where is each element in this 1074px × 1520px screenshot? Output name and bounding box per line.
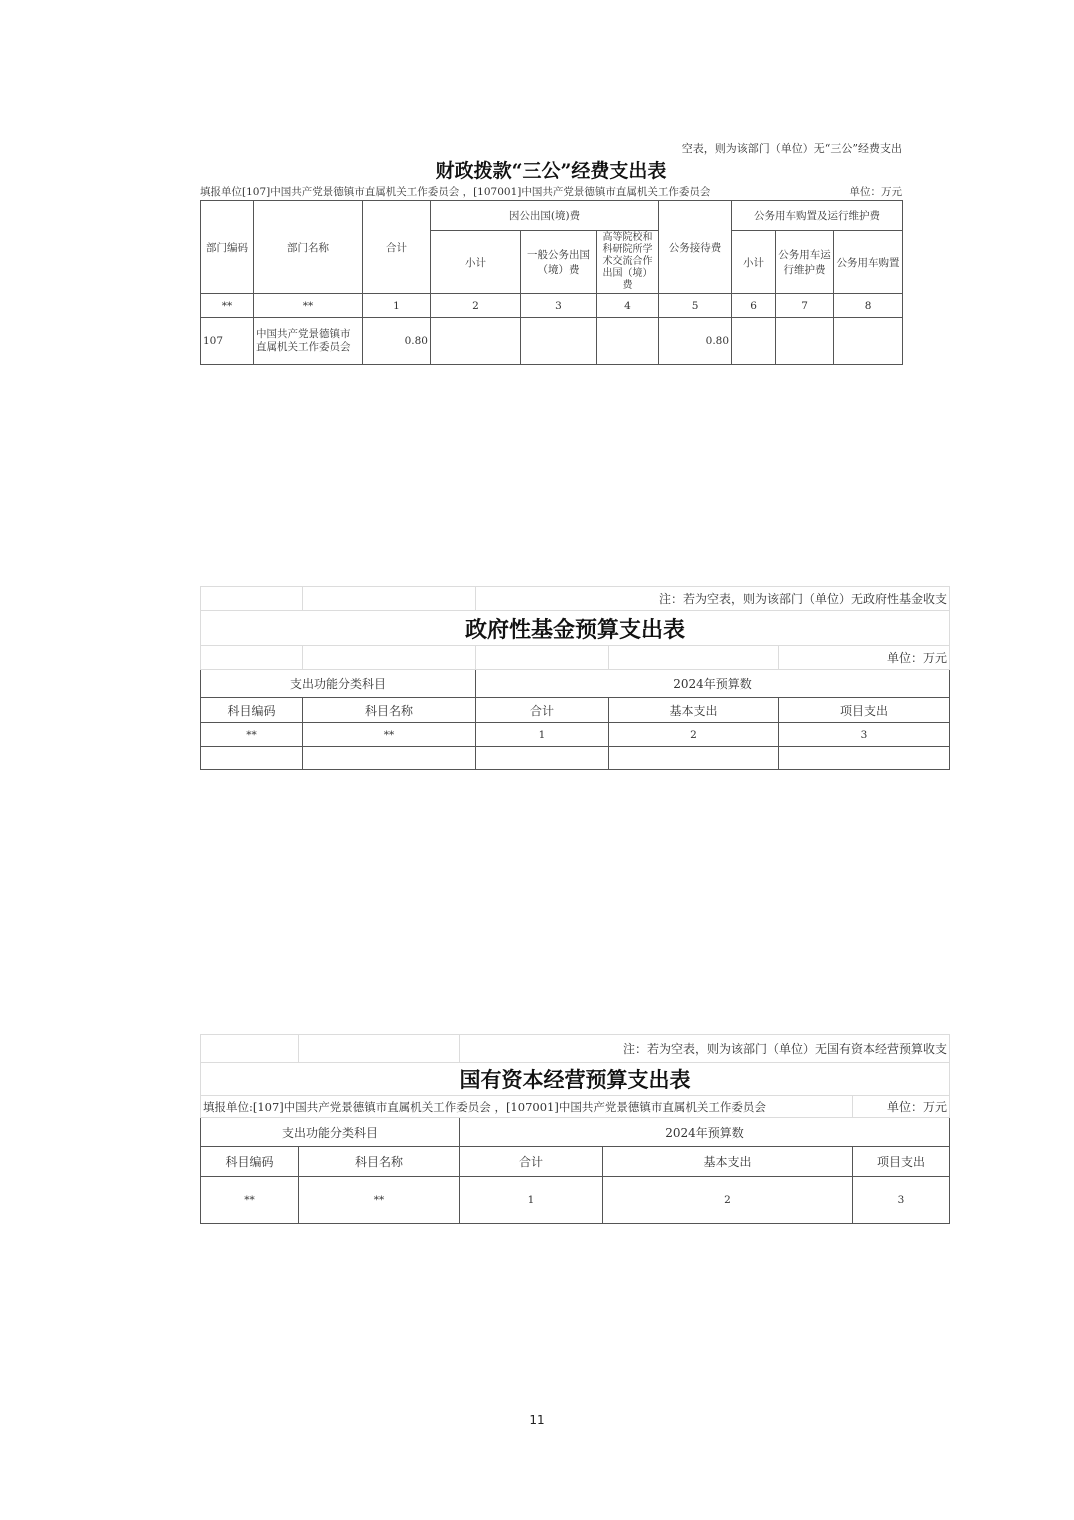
index-cell: 5 [659,294,732,318]
row-abroad-general [521,318,597,365]
index-cell: 1 [363,294,431,318]
t2-th-basic: 基本支出 [609,698,779,723]
th-vehicle-run: 公务用车运行维护费 [776,231,834,294]
table1-index-row [201,294,903,318]
index-cell: 8 [834,294,903,318]
index-cell: 1 [460,1177,603,1224]
table1-filler-row [200,184,902,200]
th-reception: 公务接待费 [659,201,732,294]
t3-th-category: 支出功能分类科目 [201,1118,460,1147]
th-dept-name: 部门名称 [254,201,363,294]
index-cell: 3 [521,294,597,318]
page-number: 11 [529,1413,545,1427]
empty-cell [476,747,609,770]
t2-th-category: 支出功能分类科目 [201,670,476,698]
table2 [200,586,950,770]
blank-cell [303,646,476,670]
row-dept-name: 中国共产党景德镇市直属机关工作委员会 [254,318,363,365]
th-dept-code: 部门编码 [201,201,254,294]
index-cell: 2 [431,294,521,318]
index-cell: 2 [609,723,779,747]
table2-title: 政府性基金预算支出表 [201,611,950,646]
index-cell: 2 [603,1177,853,1224]
table1-filler: 填报单位[107]中国共产党景德镇市直属机关工作委员会 ，[107001]中国共产党景德镇市直属机关工作委员会 [200,186,711,198]
table3-note: 注：若为空表，则为该部门（单位）无国有资本经营预算收支 [460,1035,950,1063]
row-dept-code: 107 [201,318,254,365]
index-cell: ** [201,723,303,747]
row-abroad-sub [431,318,521,365]
t2-th-name: 科目名称 [303,698,476,723]
t2-th-project: 项目支出 [779,698,950,723]
index-cell: ** [254,294,363,318]
t2-th-code: 科目编码 [201,698,303,723]
t3-th-name: 科目名称 [299,1147,460,1177]
row-reception: 0.80 [659,318,732,365]
row-abroad-academic [597,318,659,365]
th-vehicle: 公务用车购置及运行维护费 [732,201,903,231]
blank-cell [476,646,609,670]
th-abroad-general: 一般公务出国（境）费 [521,231,597,294]
row-vehicle-sub [732,318,776,365]
table-row [201,318,903,365]
index-cell: 7 [776,294,834,318]
index-cell: 1 [476,723,609,747]
table2-unit: 单位：万元 [779,646,950,670]
blank-cell [299,1035,460,1063]
t3-th-project: 项目支出 [853,1147,950,1177]
th-total: 合计 [363,201,431,294]
index-cell: ** [201,294,254,318]
table3-index-row [201,1177,950,1224]
table1-unit: 单位：万元 [849,186,902,198]
table-row [201,747,950,770]
index-cell: 3 [853,1177,950,1224]
table1-block [200,140,902,365]
index-cell: ** [299,1177,460,1224]
table3-unit: 单位：万元 [853,1096,950,1118]
index-cell: 6 [732,294,776,318]
table1 [200,200,903,365]
th-vehicle-buy: 公务用车购置 [834,231,903,294]
table3-block [200,1034,949,1224]
blank-cell [201,1035,299,1063]
table2-note: 注：若为空表，则为该部门（单位）无政府性基金收支 [476,587,950,611]
t3-th-budget: 2024年预算数 [460,1118,950,1147]
table1-note: 空表，则为该部门（单位）无“三公”经费支出 [681,142,902,155]
table3-title: 国有资本经营预算支出表 [201,1063,950,1096]
index-cell: ** [201,1177,299,1224]
th-abroad-sub: 小计 [431,231,521,294]
blank-cell [201,646,303,670]
blank-cell [303,587,476,611]
t3-th-basic: 基本支出 [603,1147,853,1177]
empty-cell [779,747,950,770]
row-vehicle-run [776,318,834,365]
empty-cell [201,747,303,770]
table2-index-row [201,723,950,747]
t2-th-total: 合计 [476,698,609,723]
row-total: 0.80 [363,318,431,365]
empty-cell [609,747,779,770]
index-cell: 3 [779,723,950,747]
th-vehicle-sub: 小计 [732,231,776,294]
th-abroad-academic: 高等院校和科研院所学术交流合作出国（境）费 [597,231,659,294]
index-cell: 4 [597,294,659,318]
blank-cell [201,587,303,611]
table3-filler: 填报单位:[107]中国共产党景德镇市直属机关工作委员会 ，[107001]中国共产党景德镇市直属机关工作委员会 [201,1096,853,1118]
index-cell: ** [303,723,476,747]
t3-th-code: 科目编码 [201,1147,299,1177]
t3-th-total: 合计 [460,1147,603,1177]
table2-block [200,586,949,770]
table3 [200,1034,950,1224]
table1-title: 财政拨款“三公”经费支出表 [435,160,667,182]
th-abroad: 因公出国(境)费 [431,201,659,231]
empty-cell [303,747,476,770]
blank-cell [609,646,779,670]
row-vehicle-buy [834,318,903,365]
t2-th-budget: 2024年预算数 [476,670,950,698]
